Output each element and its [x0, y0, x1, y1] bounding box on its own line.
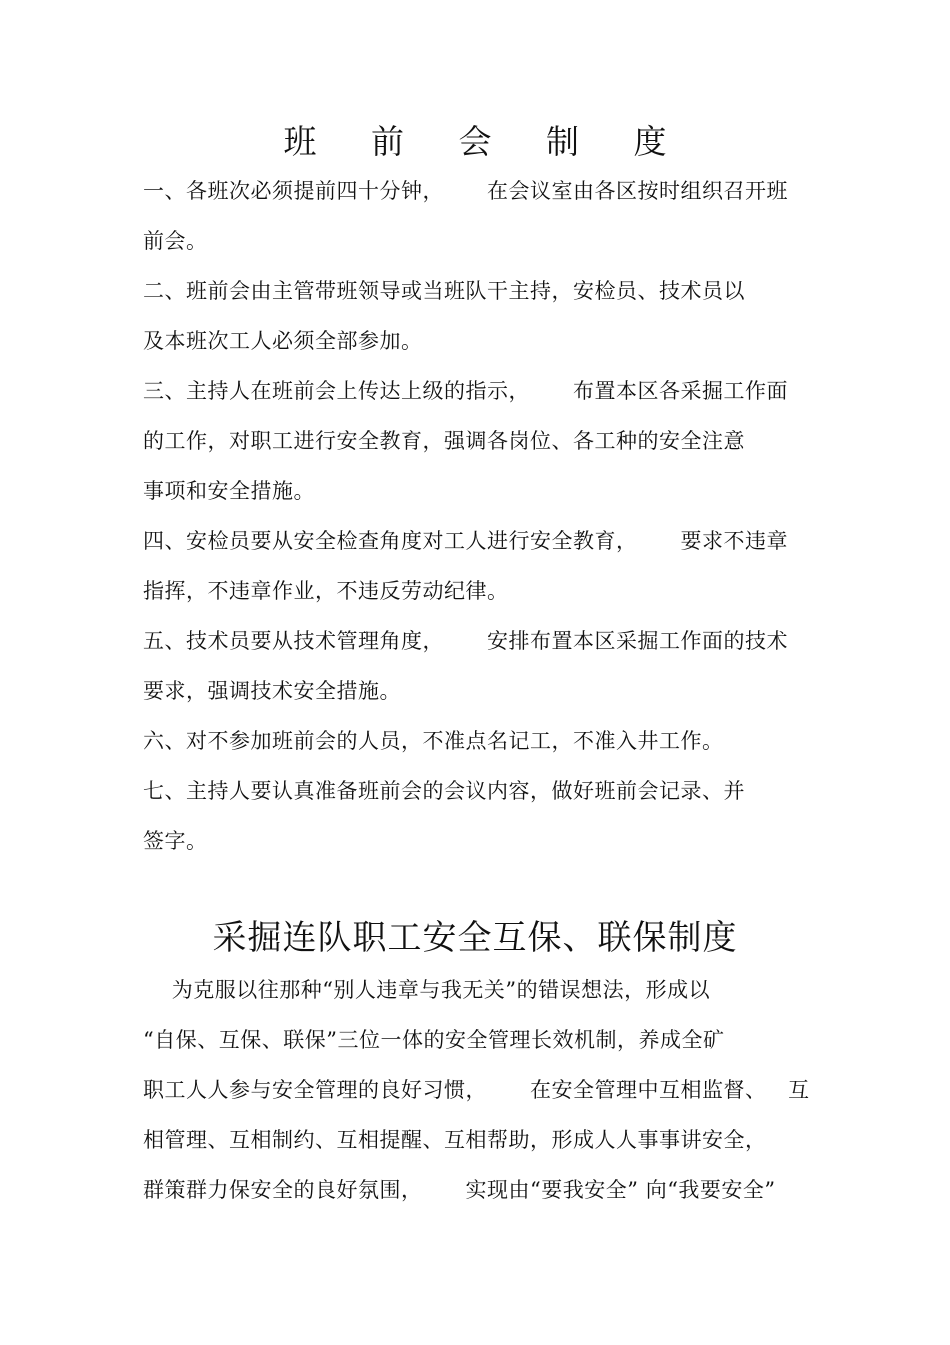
section-2-line: 相管理、互相制约、互相提醒、互相帮助，形成人人事事讲安全，: [143, 1128, 767, 1152]
section-1-line: 五、技术员要从技术管理角度， 安排布置本区采掘工作面的技术: [143, 629, 789, 653]
section-2-line: 职工人人参与安全管理的良好习惯， 在安全管理中互相监督、 互: [143, 1078, 810, 1102]
section-1-line: 指挥，不违章作业，不违反劳动纪律。: [143, 579, 509, 603]
section-1-line: 签字。: [143, 829, 208, 853]
section-2-title: 采掘连队职工安全互保、联保制度: [212, 918, 738, 958]
section-1-line: 七、主持人要认真准备班前会的会议内容，做好班前会记录、并: [143, 779, 745, 803]
section-1-line: 四、安检员要从安全检查角度对工人进行安全教育， 要求不违章: [143, 529, 789, 553]
section-1-line: 前会。: [143, 229, 208, 253]
section-1-line: 事项和安全措施。: [143, 479, 315, 503]
section-1-line: 二、班前会由主管带班领导或当班队干主持，安检员、技术员以: [143, 279, 745, 303]
section-1-line: 及本班次工人必须全部参加。: [143, 329, 423, 353]
section-2-line: 为克服以往那种“别人违章与我无关”的错误想法，形成以: [143, 978, 711, 1002]
section-2-line: 群策群力保安全的良好氛围， 实现由“要我安全” 向“我要安全”: [143, 1178, 776, 1202]
section-1-title: 班 前 会 制 度: [283, 122, 689, 161]
section-1-line: 六、对不参加班前会的人员，不准点名记工，不准入井工作。: [143, 729, 724, 753]
section-1-line: 的工作，对职工进行安全教育，强调各岗位、各工种的安全注意: [143, 429, 745, 453]
section-2-line: “自保、互保、联保”三位一体的安全管理长效机制，养成全矿: [143, 1028, 725, 1052]
section-1-line: 三、主持人在班前会上传达上级的指示， 布置本区各采掘工作面: [143, 379, 789, 403]
section-1-line: 要求，强调技术安全措施。: [143, 679, 401, 703]
section-1-line: 一、各班次必须提前四十分钟， 在会议室由各区按时组织召开班: [143, 179, 789, 203]
